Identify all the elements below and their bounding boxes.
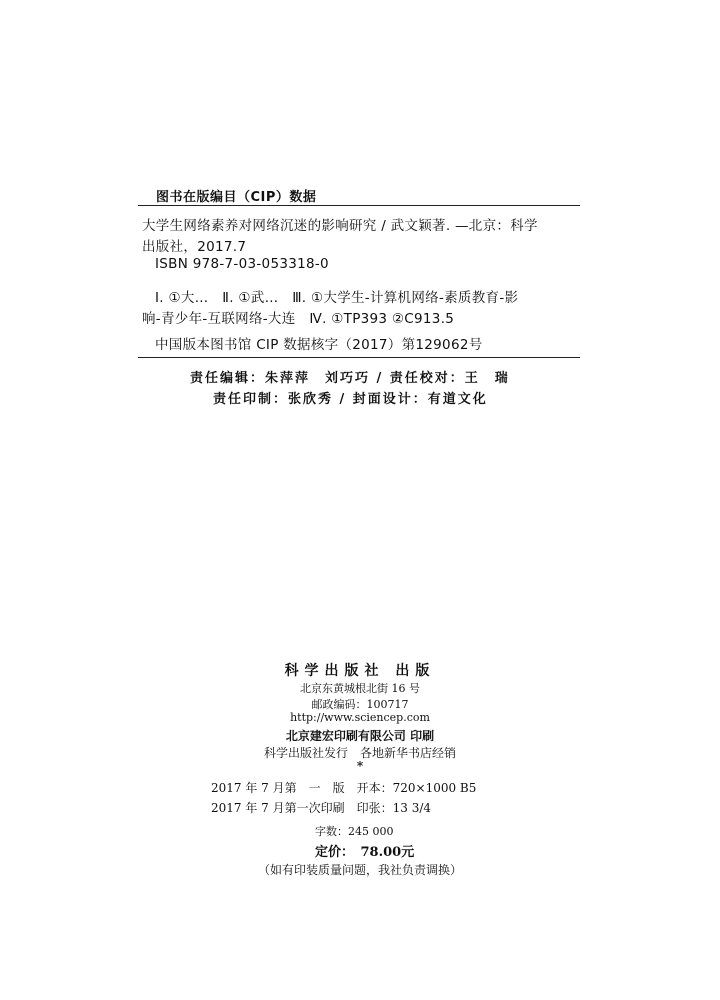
printing-info: 2017 年 7 月第一次印刷 印张：13 3/4	[211, 801, 432, 815]
staff-production: 责任印制：张欣秀 / 封面设计：有道文化	[213, 392, 488, 407]
cip-title-line-1: 大学生网络素养对网络沉迷的影响研究 / 武文颖著. —北京：科学	[142, 218, 538, 234]
quality-notice: （如有印装质量问题，我社负责调换）	[257, 863, 462, 877]
price: 定价： 78.00元	[315, 845, 415, 860]
cip-data-number: 中国版本图书馆 CIP 数据核字（2017）第129062号	[155, 337, 483, 353]
word-count: 字数：245 000	[315, 825, 394, 838]
top-rule	[138, 205, 580, 206]
bottom-rule	[138, 357, 580, 358]
staff-editors: 责任编辑：朱萍萍 刘巧巧 / 责任校对：王 瑞	[190, 371, 510, 386]
cip-isbn: ISBN 978-7-03-053318-0	[155, 256, 329, 272]
cip-heading: 图书在版编目（CIP）数据	[156, 190, 317, 205]
publisher-postcode: 邮政编码：100717	[311, 698, 409, 711]
cip-title-line-2: 出版社，2017.7	[142, 239, 247, 255]
cip-classification-line-1: Ⅰ. ①大… Ⅱ. ①武… Ⅲ. ①大学生-计算机网络-素质教育-影	[155, 290, 519, 306]
cip-classification-line-2: 响-青少年-互联网络-大连 Ⅳ. ①TP393 ②C913.5	[142, 311, 455, 327]
edition-info: 2017 年 7 月第 一 版 开本：720×1000 B5	[211, 781, 477, 795]
publisher-website: http://www.sciencep.com	[290, 711, 430, 724]
publisher-name: 科学出版社 出版	[284, 663, 436, 679]
publisher-address: 北京东黄城根北街 16 号	[300, 682, 420, 695]
separator-star: *	[356, 759, 364, 773]
printer-name: 北京建宏印刷有限公司 印刷	[285, 729, 435, 743]
distribution-info: 科学出版社发行 各地新华书店经销	[263, 746, 456, 760]
